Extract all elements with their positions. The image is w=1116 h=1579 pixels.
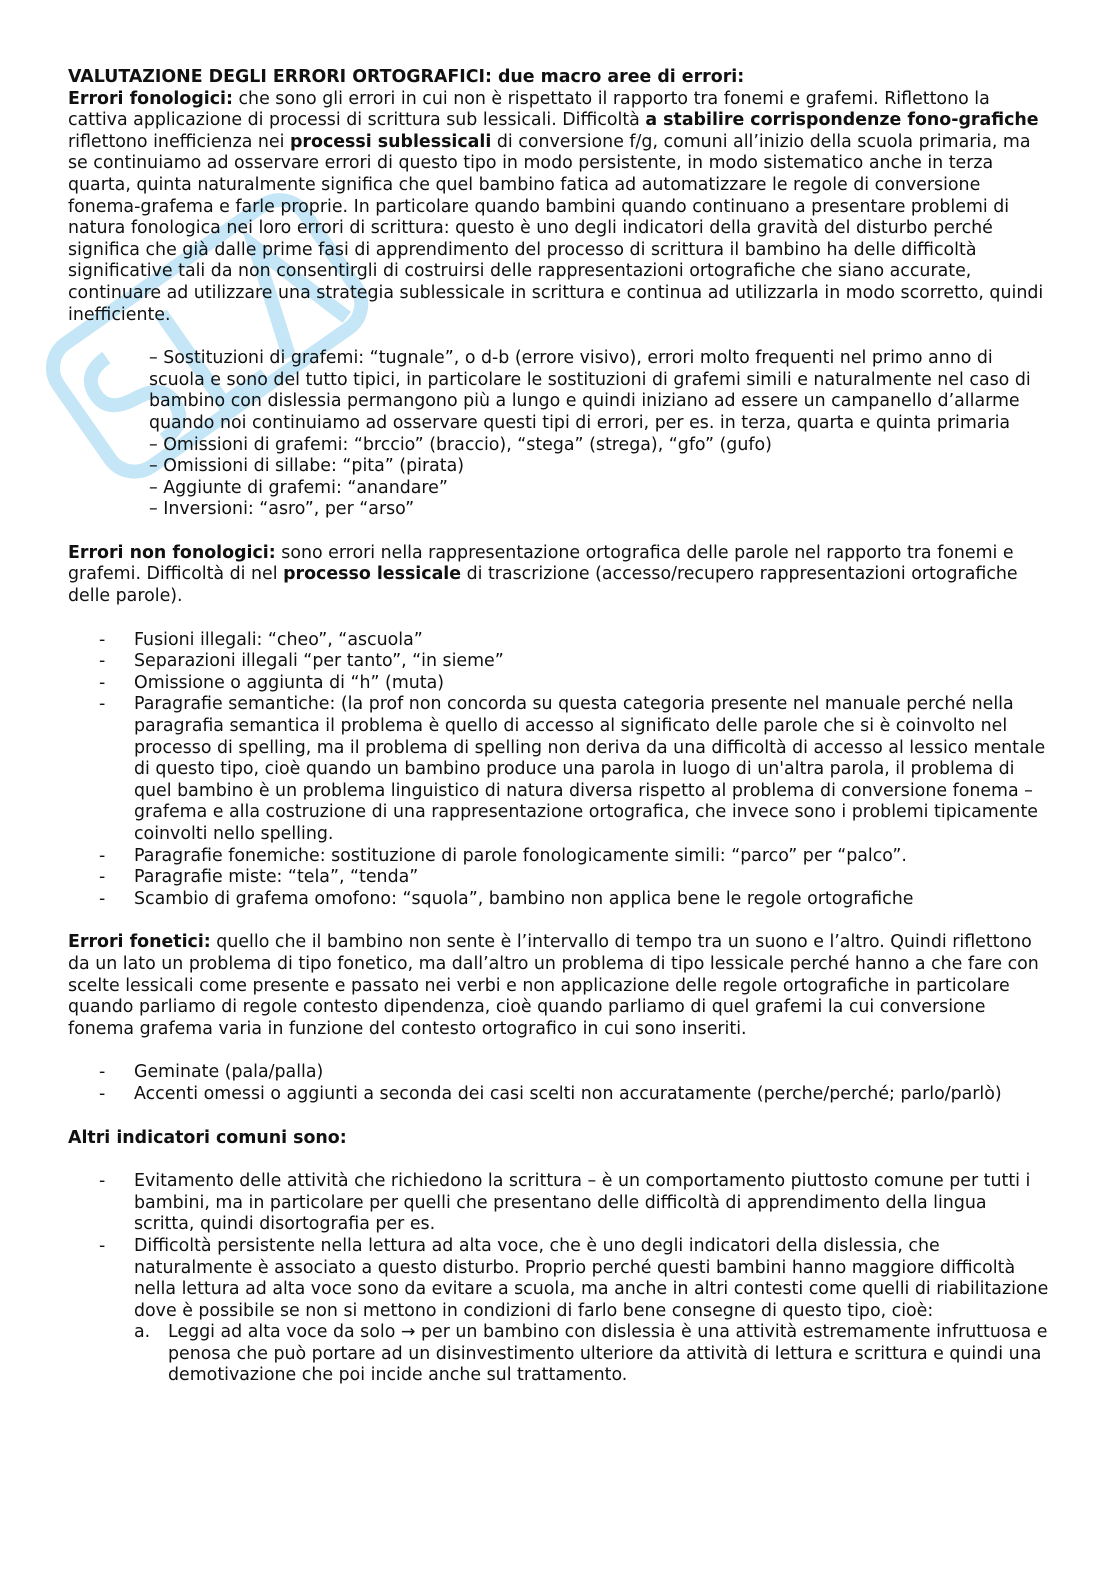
list-item: - Paragrafie fonemiche: sostituzione di parole fonologicamente simili: “parco” per “palco”.	[99, 845, 907, 866]
paragraph-errori-fonologici: Errori fonologici: che sono gli errori in cui non è rispettato il rapporto tra fonemi e grafemi. Riflettono la cattiva applicazione di processi di scrittura sub lessicali. Difficoltà a stabilire corrispondenze fono-grafiche riflettono inefficienza nei processi sublessicali di conversione f/g, comuni all’inizio della scuola primaria, ma se continuiamo ad osservare errori di questo tipo in modo persistente, in modo sistematico anche in terza quarta, quinta naturalmente significa che quel bambino fatica ad automatizzare le regole di conversione fonema-grafema e farle proprie. In particolare quando bambini quando continuano a presentare problemi di natura fonologica nei loro errori di scrittura: questo è uno degli indicatori della gravità del disturbo perché significa che già dalle prime fasi di apprendimento del processo di scrittura il bambino ha delle difficoltà significative tali da non consentirgli di costruirsi delle rappresentazioni ortografiche che siano accurate, continuare ad utilizzare una strategia sublessicale in scrittura e continua ad utilizzarla in modo scorretto, quindi inefficiente.	[68, 88, 1044, 325]
list-item: - Scambio di grafema omofono: “squola”, bambino non applica bene le regole ortografiche	[99, 888, 914, 909]
document-title: VALUTAZIONE DEGLI ERRORI ORTOGRAFICI: due macro aree di errori:	[68, 67, 745, 87]
list-item: - Fusioni illegali: “cheo”, “ascuola”	[99, 629, 423, 650]
label-errori-fonologici: Errori fonologici:	[68, 88, 233, 109]
list-errori-fonologici	[68, 348, 1052, 521]
label-errori-non-fonologici: Errori non fonologici:	[68, 542, 276, 563]
list-item: a. Leggi ad alta voce da solo → per un bambino con dislessia è una attività estremamente infruttuosa e penosa che può portare ad un disinvestimento ulteriore da attività di lettura e scrittura e quindi una demotivazione che poi incide anche sul trattamento.	[134, 1322, 1048, 1386]
list-item: - Separazioni illegali “per tanto”, “in sieme”	[99, 651, 504, 672]
list-errori-non-fonologici	[68, 630, 1052, 911]
heading-altri-indicatori: Altri indicatori comuni sono:	[68, 1127, 347, 1148]
document-page	[68, 67, 1052, 1387]
label-errori-fonetici: Errori fonetici:	[68, 932, 211, 953]
list-item: – Omissioni di grafemi: “brccio” (braccio), “stega” (strega), “gfo” (gufo)	[149, 434, 772, 455]
list-item: - Accenti omessi o aggiunti a seconda dei casi scelti non accuratamente (perche/perché; parlo/parlò)	[99, 1083, 1002, 1104]
list-item: - Paragrafie miste: “tela”, “tenda”	[99, 867, 419, 888]
list-errori-fonetici	[68, 1062, 1052, 1105]
paragraph-errori-fonetici: Errori fonetici: quello che il bambino non sente è l’intervallo di tempo tra un suono e l’altro. Quindi riflettono da un lato un problema di tipo fonetico, ma dall’altro un problema di tipo lessicale perché hanno a che fare con scelte lessicali come presente e passato nei verbi e non applicazione delle regole ortografiche in particolare quando parliamo di regole contesto dipendenza, cioè quando parliamo di quel grafemi la cui conversione fonema grafema varia in funzione del contesto ortografico in cui sono inseriti.	[68, 932, 1039, 1039]
list-item: - Geminate (pala/palla)	[99, 1062, 324, 1083]
paragraph-errori-non-fonologici: Errori non fonologici: sono errori nella rappresentazione ortografica delle parole nel rapporto tra fonemi e grafemi. Difficoltà di nel processo lessicale di trascrizione (accesso/recupero rappresentazioni ortografiche delle parole).	[68, 542, 1018, 607]
arrow-right-icon: →	[400, 1322, 416, 1343]
list-item: – Inversioni: “asro”, per “arso”	[149, 499, 415, 520]
list-item: – Omissioni di sillabe: “pita” (pirata)	[149, 456, 465, 477]
list-item: – Aggiunte di grafemi: “anandare”	[149, 477, 448, 498]
list-altri-indicatori	[68, 1171, 1052, 1322]
list-item: - Evitamento delle attività che richiedono la scrittura – è un comportamento piuttosto comune per tutti i bambini, ma in particolare per quelli che presentano delle difficoltà di apprendimento della lingua scritta, quindi disortografia per es.	[99, 1171, 1031, 1235]
sublist-altri-indicatori	[68, 1322, 1052, 1387]
list-item: - Difficoltà persistente nella lettura ad alta voce, che è uno degli indicatori della dislessia, che naturalmente è associato a questo disturbo. Proprio perché questi bambini hanno maggiore difficoltà nella lettura ad alta voce sono da evitare a scuola, ma anche in altri contesti come quelli di riabilitazione dove è possibile se non si mettono in condizioni di farlo bene consegne di questo tipo, cioè:	[99, 1235, 1049, 1321]
list-item: - Omissione o aggiunta di “h” (muta)	[99, 672, 445, 693]
list-item: – Sostituzioni di grafemi: “tugnale”, o d-b (errore visivo), errori molto frequenti nel primo anno di scuola e sono del tutto tipici, in particolare le sostituzioni di grafemi simili e naturalmente nel caso di bambino con dislessia permangono più a lungo e quindi iniziano ad essere un campanello d’allarme quando noi continuiamo ad osservare questi tipi di errori, per es. in terza, quarta e quinta primaria	[149, 348, 1031, 433]
list-item: - Paragrafie semantiche: (la prof non concorda su questa categoria presente nel manuale perché nella paragrafia semantica il problema è quello di accesso al significato delle parole che si è coinvolto nel processo di spelling, ma il problema di spelling non deriva da una difficoltà di accesso al lessico mentale di questo tipo, cioè quando un bambino produce una parola in luogo di un'altra parola, il problema di quel bambino è un problema linguistico di natura diversa rispetto al problema di conversione fonema – grafema e alla costruzione di una rappresentazione ortografica, che invece sono i problemi tipicamente coinvolti nello spelling.	[99, 694, 1046, 844]
